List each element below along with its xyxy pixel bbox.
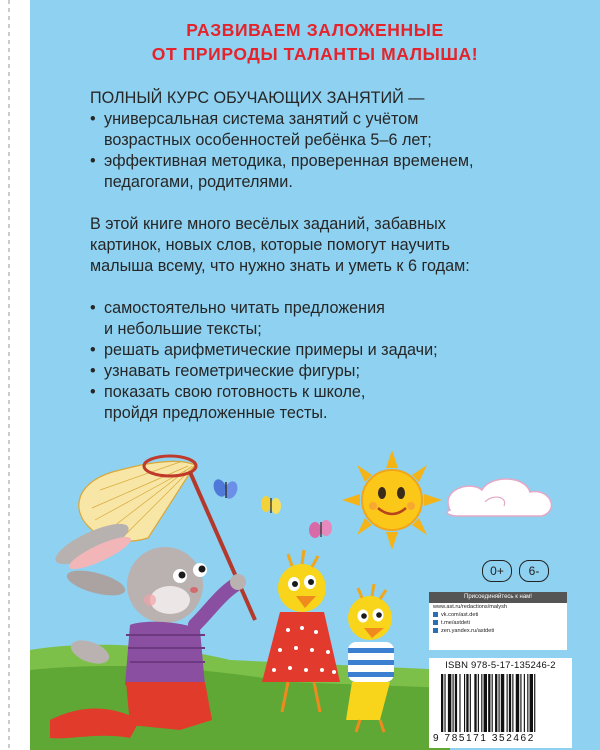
social-link-telegram-text: t.me/astdeti bbox=[441, 620, 470, 626]
social-link-telegram bbox=[429, 619, 567, 627]
age-rating-badge: 0+ bbox=[482, 560, 512, 582]
barcode-bar bbox=[448, 674, 451, 732]
barcode-bar bbox=[527, 674, 528, 732]
barcode-bar bbox=[470, 674, 471, 732]
barcode-bar bbox=[512, 674, 513, 732]
book-paragraph bbox=[90, 214, 560, 277]
barcode-bar bbox=[464, 674, 465, 732]
intro-bullet bbox=[90, 109, 560, 151]
social-links-box bbox=[429, 592, 567, 650]
social-link-zen bbox=[429, 627, 567, 635]
skill-4-line-1: • показать свою готовность к школе, bbox=[104, 383, 366, 401]
isbn-number: ISBN 978-5-17-135246-2 bbox=[445, 660, 556, 671]
barcode-bar bbox=[453, 674, 454, 732]
barcode-bar bbox=[478, 674, 479, 732]
barcode-bar bbox=[466, 674, 468, 732]
intro-bullet-2-line-2: педагогами, родителями. bbox=[104, 173, 293, 191]
spine-cut-mark bbox=[5, 0, 13, 750]
age-recommendation-badge: 6- bbox=[519, 560, 549, 582]
barcode-bar bbox=[501, 674, 504, 732]
barcode-number: 9 785171 352462 bbox=[433, 733, 535, 744]
intro-bullet-1-line-1: • универсальная система занятий с учётом bbox=[104, 110, 419, 128]
sun bbox=[342, 450, 442, 550]
barcode-bar bbox=[507, 674, 508, 732]
barcode-bar bbox=[444, 674, 445, 732]
headline-line-2: ОТ ПРИРОДЫ ТАЛАНТЫ МАЛЫША! bbox=[151, 44, 479, 64]
paragraph-line-3: малыша всему, что нужно знать и уметь к 6 годам: bbox=[90, 257, 470, 275]
skill-3-line-1: • узнавать геометрические фигуры; bbox=[104, 362, 360, 380]
skill-4-line-2: пройдя предложенные тесты. bbox=[104, 404, 328, 422]
barcode-bar bbox=[459, 674, 460, 732]
intro-bullet bbox=[90, 151, 560, 193]
butterfly-yellow bbox=[261, 496, 281, 514]
skill-item bbox=[90, 340, 560, 361]
headline bbox=[30, 18, 600, 66]
publisher-site: www.ast.ru/redactions/malysh bbox=[433, 604, 507, 610]
butterfly-blue bbox=[211, 477, 239, 500]
barcode-bar bbox=[474, 674, 476, 732]
skill-item bbox=[90, 361, 560, 382]
social-link-vk bbox=[429, 611, 567, 619]
headline-line-1: РАЗВИВАЕМ ЗАЛОЖЕННЫЕ bbox=[186, 20, 444, 40]
cloud bbox=[447, 479, 551, 516]
barcode-bar bbox=[524, 674, 525, 732]
social-title: Присоединяйтесь к нам! bbox=[429, 592, 567, 603]
back-cover bbox=[30, 0, 600, 750]
barcode-bar bbox=[488, 674, 490, 732]
skill-item bbox=[90, 298, 560, 340]
intro-bullet-1-line-2: возрастных особенностей ребёнка 5–6 лет; bbox=[104, 131, 432, 149]
barcode-bar bbox=[509, 674, 511, 732]
paragraph-line-1: В этой книге много весёлых заданий, забавных bbox=[90, 215, 446, 233]
skill-1-line-1: • самостоятельно читать предложения bbox=[104, 299, 385, 317]
barcode-bar bbox=[492, 674, 493, 732]
barcode-bar bbox=[530, 674, 533, 732]
paragraph-line-2: картинок, новых слов, которые помогут научить bbox=[90, 236, 450, 254]
intro-lead: ПОЛНЫЙ КУРС ОБУЧАЮЩИХ ЗАНЯТИЙ — bbox=[90, 89, 425, 107]
barcode-bar bbox=[495, 674, 497, 732]
skill-1-line-2: и небольшие тексты; bbox=[104, 320, 262, 338]
barcode-bar bbox=[484, 674, 487, 732]
telegram-icon bbox=[433, 620, 438, 625]
barcode-bar bbox=[516, 674, 519, 732]
barcode-bar bbox=[499, 674, 500, 732]
barcode-bar bbox=[534, 674, 535, 732]
skill-2-line-1: • решать арифметические примеры и задачи; bbox=[104, 341, 438, 359]
barcode-bar bbox=[441, 674, 443, 732]
barcode-bar bbox=[481, 674, 482, 732]
intro-bullet-2-line-1: • эффективная методика, проверенная временем, bbox=[104, 152, 474, 170]
description bbox=[90, 88, 560, 424]
social-link-zen-text: zen.yandex.ru/astdeti bbox=[441, 628, 495, 634]
zen-icon bbox=[433, 628, 438, 633]
vk-icon bbox=[433, 612, 438, 617]
barcode-area bbox=[429, 658, 572, 748]
barcode-bar bbox=[520, 674, 521, 732]
barcode-bar bbox=[455, 674, 457, 732]
social-link-vk-text: vk.com/ast.deti bbox=[441, 612, 479, 618]
butterfly-pink bbox=[309, 520, 332, 538]
skill-item bbox=[90, 382, 560, 424]
